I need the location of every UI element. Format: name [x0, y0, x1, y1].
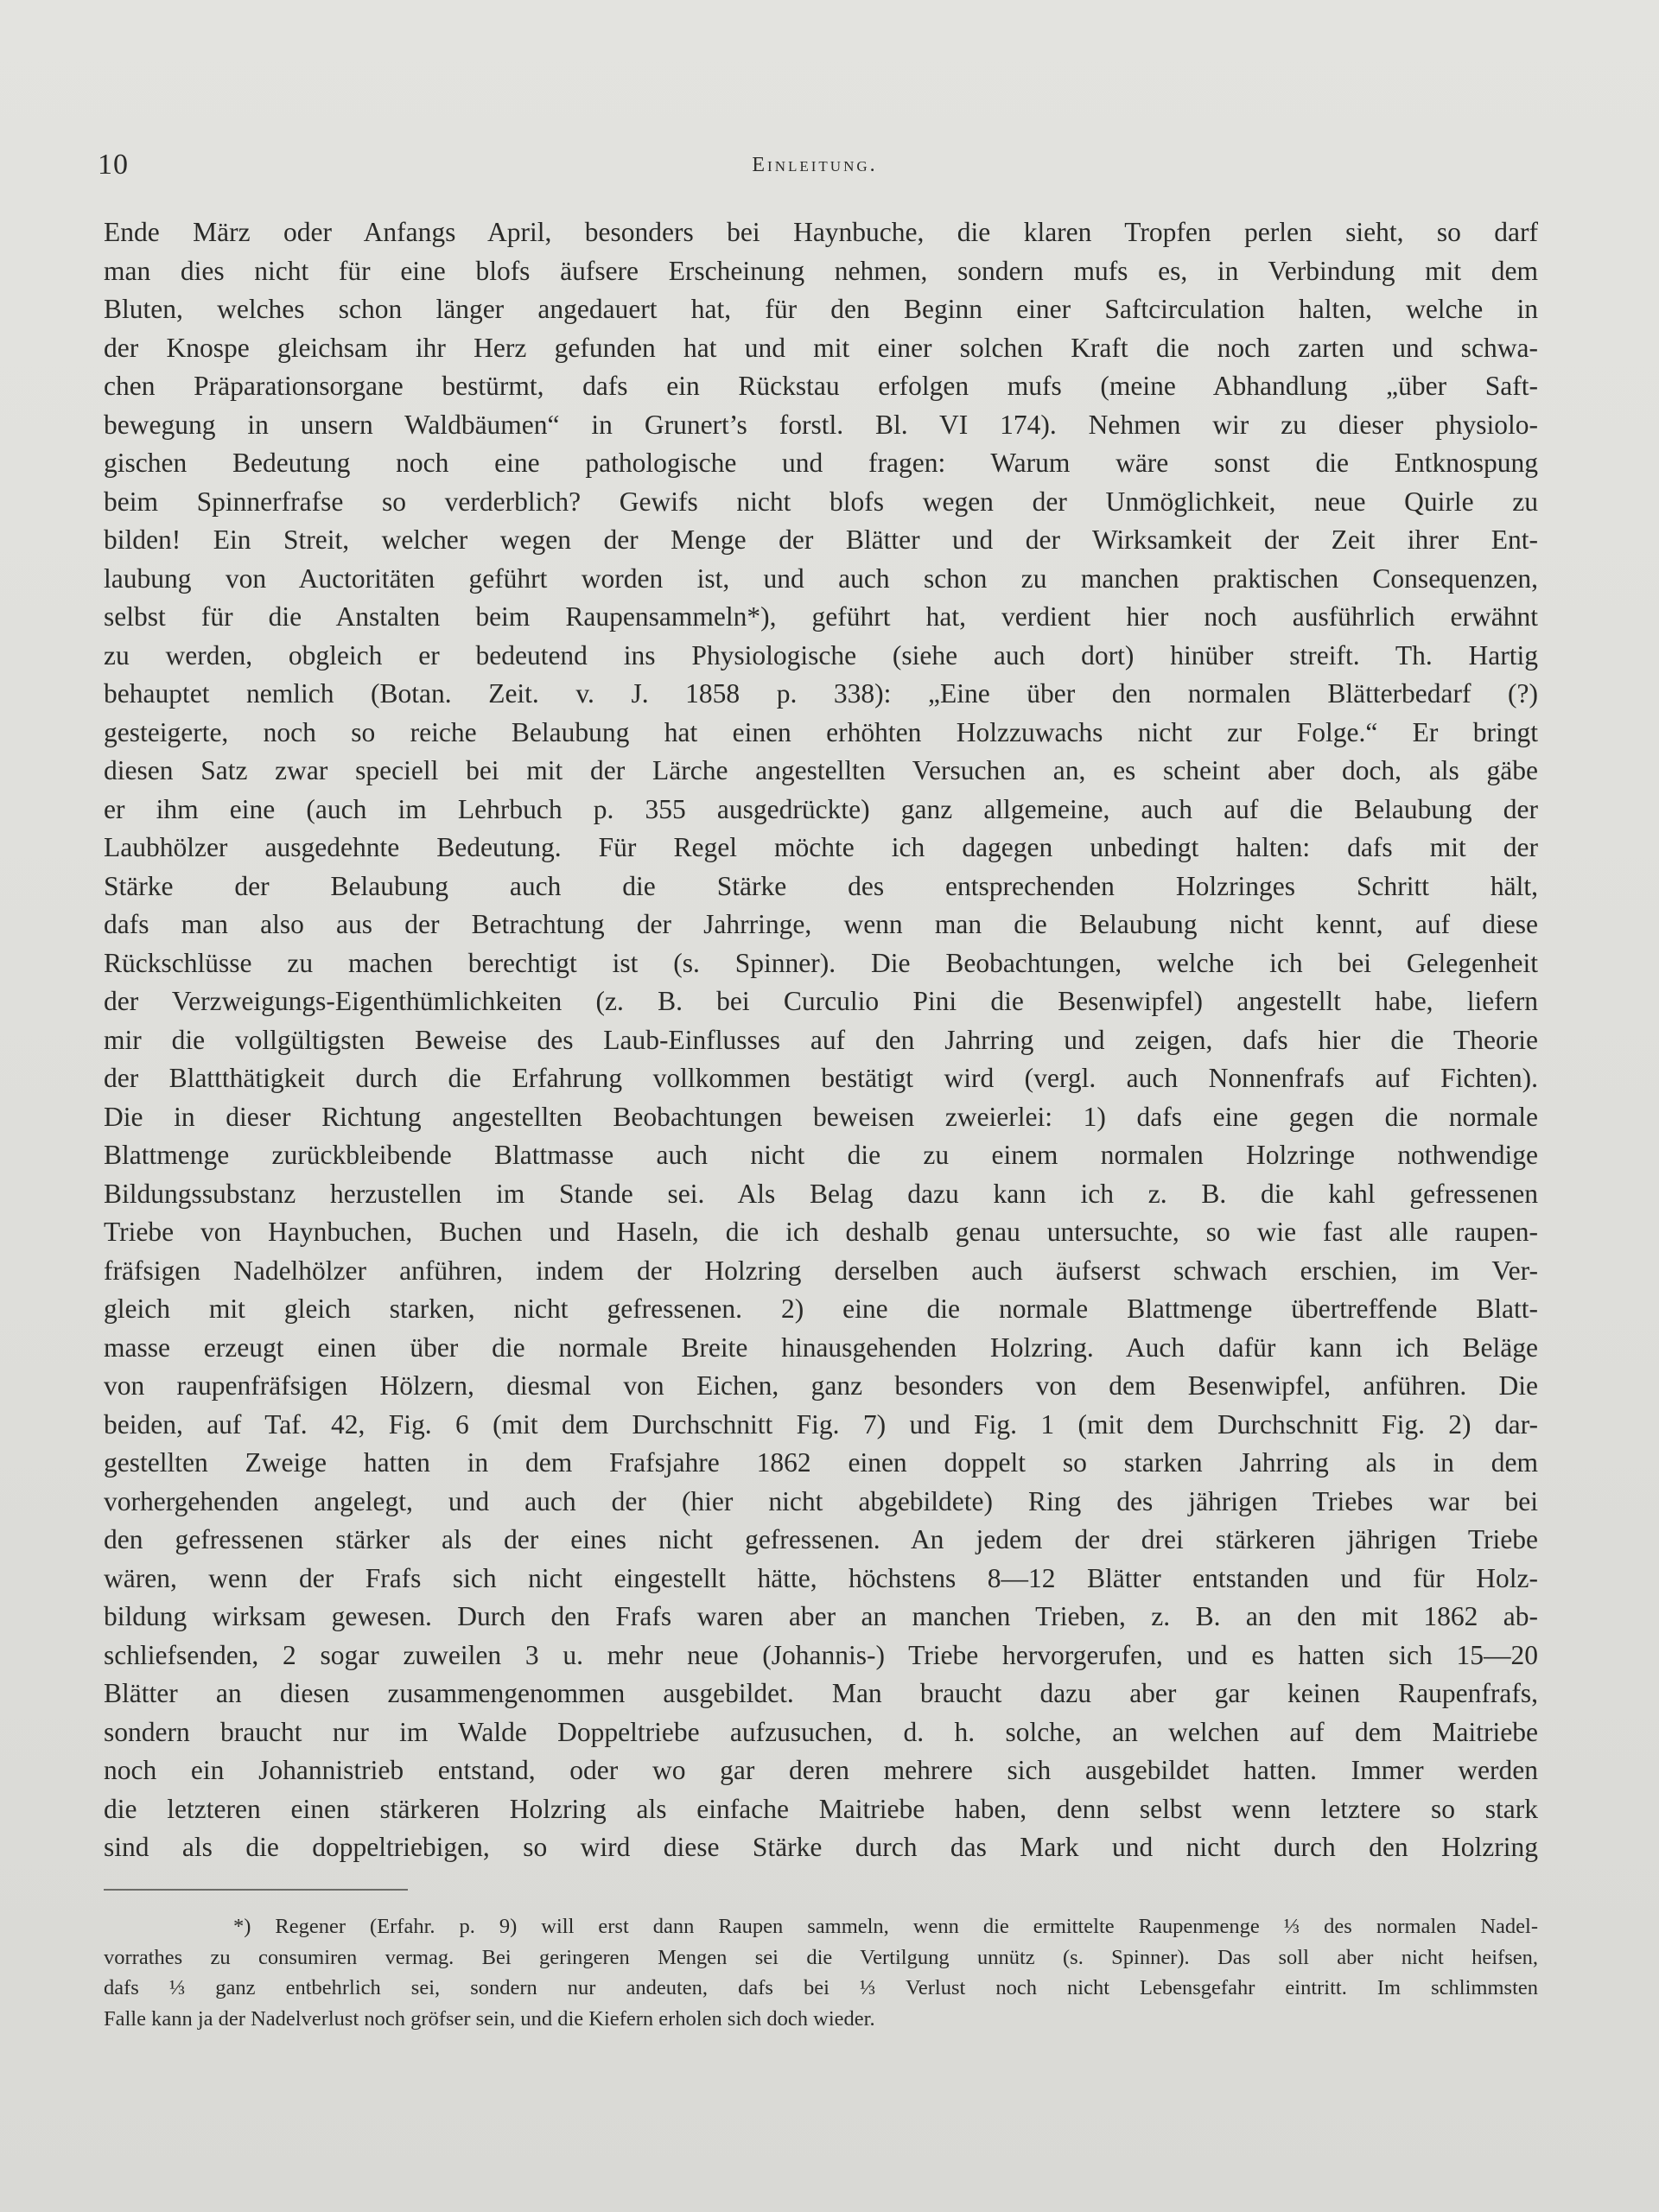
- body-line: dafs man also aus der Betrachtung der Jahrringe, wenn man die Belaubung nicht kennt, auf diese: [104, 909, 1538, 939]
- body-line: den gefressenen stärker als der eines nicht gefressenen. An jedem der drei stärkeren jährigen Triebe: [104, 1524, 1538, 1554]
- body-line: Die in dieser Richtung angestellten Beobachtungen beweisen zweierlei: 1) dafs eine gegen die normale: [104, 1101, 1538, 1132]
- body-line: beim Spinnerfrafse so verderblich? Gewifs nicht blofs wegen der Unmöglichkeit, neue Quirle zu: [104, 486, 1538, 517]
- body-text: [104, 213, 1538, 1867]
- body-line: gestellten Zweige hatten in dem Frafsjahre 1862 einen doppelt so starken Jahrring als in dem: [104, 1447, 1538, 1478]
- body-line: Stärke der Belaubung auch die Stärke des entsprechenden Holzringes Schritt hält,: [104, 870, 1538, 901]
- body-line: gesteigerte, noch so reiche Belaubung hat einen erhöhten Holzzuwachs nicht zur Folge.“ Er bringt: [104, 716, 1538, 747]
- body-line: der Blattthätigkeit durch die Erfahrung vollkommen bestätigt wird (vergl. auch Nonnenfrafs auf Fichten).: [104, 1063, 1538, 1093]
- body-line: noch ein Johannistrieb entstand, oder wo gar deren mehrere sich ausgebildet hatten. Immer werden: [104, 1755, 1538, 1785]
- body-line: Laubhölzer ausgedehnte Bedeutung. Für Regel möchte ich dagegen unbedingt halten: dafs mit der: [104, 832, 1538, 862]
- body-line: Blattmenge zurückbleibende Blattmasse auch nicht die zu einem normalen Holzringe nothwendige: [104, 1140, 1538, 1170]
- body-line: bildung wirksam gewesen. Durch den Frafs waren aber an manchen Trieben, z. B. an den mit 1862 ab-: [104, 1601, 1538, 1631]
- body-line: bilden! Ein Streit, welcher wegen der Menge der Blätter und der Wirksamkeit der Zeit ihrer Ent-: [104, 524, 1538, 555]
- footnote-separator: [104, 1889, 408, 1891]
- body-line: Rückschlüsse zu machen berechtigt ist (s. Spinner). Die Beobachtungen, welche ich bei Gelegenheit: [104, 947, 1538, 978]
- footnote-line: dafs ⅓ ganz entbehrlich sei, sondern nur andeuten, dafs bei ⅓ Verlust noch nicht Lebensgefahr eintritt. Im schlimmsten: [104, 1976, 1538, 1999]
- body-line: diesen Satz zwar speciell bei mit der Lärche angestellten Versuchen an, es scheint aber doch, als gäbe: [104, 755, 1538, 785]
- body-line: masse erzeugt einen über die normale Breite hinausgehenden Holzring. Auch dafür kann ich Beläge: [104, 1332, 1538, 1363]
- footnote-line: Falle kann ja der Nadelverlust noch gröfser sein, und die Kiefern erholen sich doch wieder.: [104, 2006, 875, 2031]
- body-line: zu werden, obgleich er bedeutend ins Physiologische (siehe auch dort) hinüber streift. Th. Hartig: [104, 639, 1538, 671]
- body-line: Triebe von Haynbuchen, Buchen und Haseln, die ich deshalb genau untersuchte, so wie fast alle raupen-: [104, 1217, 1538, 1247]
- body-line: sind als die doppeltriebigen, so wird diese Stärke durch das Mark und nicht durch den Holzring: [104, 1832, 1538, 1862]
- body-line: er ihm eine (auch im Lehrbuch p. 355 ausgedrückte) ganz allgemeine, auch auf die Belaubung der: [104, 793, 1538, 824]
- body-line: Bildungssubstanz herzustellen im Stande sei. Als Belag dazu kann ich z. B. die kahl gefressenen: [104, 1178, 1538, 1209]
- footnote-line: *) Regener (Erfahr. p. 9) will erst dann Raupen sammeln, wenn die ermittelte Raupenmenge ⅓ des normalen Nadel-: [233, 1915, 1538, 1938]
- body-line: man dies nicht für eine blofs äufsere Erscheinung nehmen, sondern mufs es, in Verbindung mit dem: [104, 255, 1538, 286]
- body-line: bewegung in unsern Waldbäumen“ in Grunert’s forstl. Bl. VI 174). Nehmen wir zu dieser physiolo-: [104, 409, 1538, 440]
- body-line: behauptet nemlich (Botan. Zeit. v. J. 1858 p. 338): „Eine über den normalen Blätterbedarf (?): [104, 678, 1538, 709]
- body-line: wären, wenn der Frafs sich nicht eingestellt hätte, höchstens 8—12 Blätter entstanden und für Holz-: [104, 1562, 1538, 1593]
- body-line: der Verzweigungs-Eigenthümlichkeiten (z. B. bei Curculio Pini die Besenwipfel) angestellt habe, liefern: [104, 986, 1538, 1016]
- page-number: 10: [98, 149, 129, 181]
- body-line: schliefsenden, 2 sogar zuweilen 3 u. mehr neue (Johannis-) Triebe hervorgerufen, und es hatten sich 15—20: [104, 1639, 1538, 1670]
- body-line: chen Präparationsorgane bestürmt, dafs ein Rückstau erfolgen mufs (meine Abhandlung „über Saft-: [104, 371, 1538, 401]
- page-header: [98, 149, 1532, 187]
- running-head: Einleitung.: [752, 154, 878, 176]
- body-line: von raupenfräfsigen Hölzern, diesmal von Eichen, ganz besonders von dem Besenwipfel, anführen. Die: [104, 1370, 1538, 1401]
- body-line: laubung von Auctoritäten geführt worden ist, und auch schon zu manchen praktischen Consequenzen,: [104, 563, 1538, 594]
- body-line: Bluten, welches schon länger angedauert hat, für den Beginn einer Saftcirculation halten, welche in: [104, 294, 1538, 324]
- body-line: selbst für die Anstalten beim Raupensammeln*), geführt hat, verdient hier noch ausführlich erwähnt: [104, 601, 1538, 632]
- body-line: gischen Bedeutung noch eine pathologische und fragen: Warum wäre sonst die Entknospung: [104, 448, 1538, 478]
- body-line: die letzteren einen stärkeren Holzring als einfache Maitriebe haben, denn selbst wenn letztere so stark: [104, 1793, 1538, 1824]
- body-line: der Knospe gleichsam ihr Herz gefunden hat und mit einer solchen Kraft die noch zarten und schwa-: [104, 332, 1538, 363]
- footnote: [104, 1911, 1538, 2034]
- body-line: sondern braucht nur im Walde Doppeltriebe aufzusuchen, d. h. solche, an welchen auf dem Maitriebe: [104, 1716, 1538, 1747]
- body-line: beiden, auf Taf. 42, Fig. 6 (mit dem Durchschnitt Fig. 7) und Fig. 1 (mit dem Durchschnitt Fig. 2) dar-: [104, 1408, 1538, 1440]
- body-line: vorhergehenden angelegt, und auch der (hier nicht abgebildete) Ring des jährigen Triebes war bei: [104, 1485, 1538, 1516]
- body-line: gleich mit gleich starken, nicht gefressenen. 2) eine die normale Blattmenge übertreffende Blatt-: [104, 1294, 1538, 1324]
- body-line: Ende März oder Anfangs April, besonders bei Haynbuche, die klaren Tropfen perlen sieht, so darf: [104, 217, 1538, 247]
- footnote-line: vorrathes zu consumiren vermag. Bei geringeren Mengen sei die Vertilgung unnütz (s. Spinner). Das soll aber nicht heifsen,: [104, 1945, 1538, 1969]
- body-line: Blätter an diesen zusammengenommen ausgebildet. Man braucht dazu aber gar keinen Raupenfrafs,: [104, 1678, 1538, 1708]
- body-line: mir die vollgültigsten Beweise des Laub-Einflusses auf den Jahrring und zeigen, dafs hier die Theorie: [104, 1024, 1538, 1055]
- body-line: fräfsigen Nadelhölzer anführen, indem der Holzring derselben auch äufserst schwach erschien, im Ver-: [104, 1255, 1538, 1286]
